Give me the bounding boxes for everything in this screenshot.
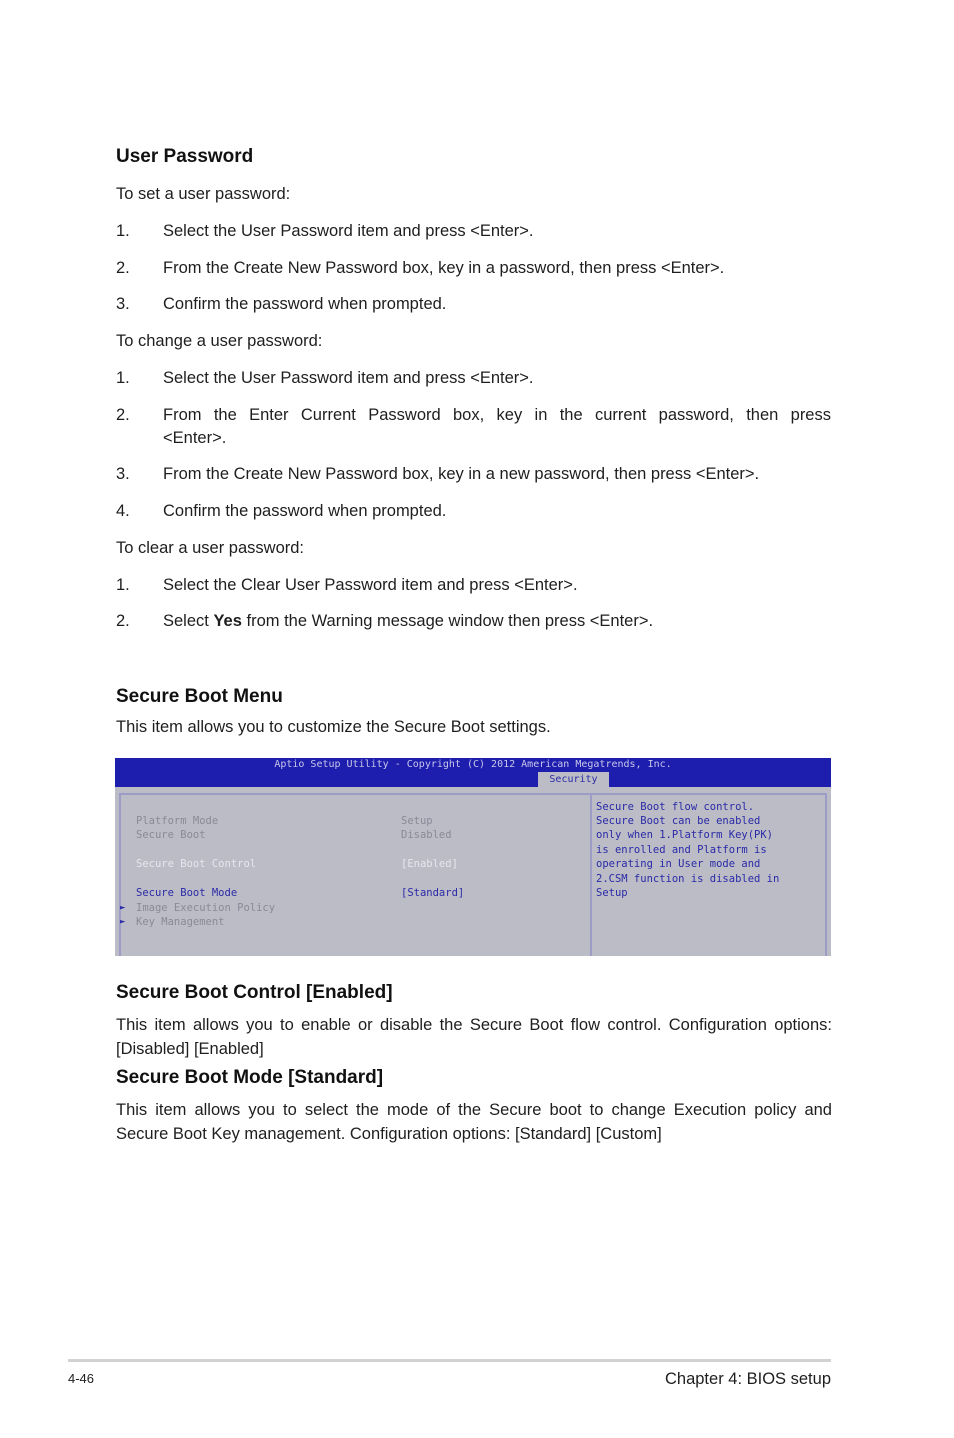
step-number: 2. [116, 259, 130, 277]
section-heading-user-password: User Password [116, 146, 254, 167]
bios-title: Aptio Setup Utility - Copyright (C) 2012 American Megatrends, Inc. [274, 759, 672, 770]
bios-help-line: Setup [596, 887, 628, 899]
step-number: 1. [116, 576, 130, 594]
secure-boot-menu-description: This item allows you to customize the Secure Boot settings. [116, 718, 551, 736]
step-number: 1. [116, 222, 130, 240]
bios-title-bar [115, 758, 831, 787]
set-password-intro: To set a user password: [116, 185, 291, 203]
bios-help-line: 2.CSM function is disabled in [596, 873, 780, 885]
clear-password-intro: To clear a user password: [116, 539, 305, 557]
step-number: 3. [116, 295, 130, 313]
bios-value-secure-boot-mode[interactable]: [Standard] [401, 887, 465, 899]
bios-value-secure-boot: Disabled [401, 829, 452, 841]
bios-help-line: Secure Boot can be enabled [596, 815, 761, 827]
secure-boot-mode-description: This item allows you to select the mode of the Secure boot to change Execution policy and Secure Boot Key management. Configuration options: [Standard] [Custom] [116, 1101, 832, 1143]
submenu-arrow-icon: ► [120, 917, 126, 927]
bios-help-line: Secure Boot flow control. [596, 801, 755, 813]
submenu-arrow-icon: ► [120, 903, 126, 913]
clear-step-2-pre: Select [163, 612, 214, 630]
bios-submenu-image-execution-policy[interactable]: Image Execution Policy [136, 902, 276, 914]
bios-help-line: operating in User mode and [596, 858, 761, 870]
step-number: 4. [116, 502, 130, 520]
step-number: 2. [116, 612, 130, 630]
bios-screenshot [115, 758, 831, 956]
bios-item-secure-boot-mode[interactable]: Secure Boot Mode [136, 887, 238, 899]
page-number: 4-46 [68, 1371, 95, 1386]
change-step-3: From the Create New Password box, key in a new password, then press <Enter>. [163, 465, 760, 483]
bios-item-secure-boot: Secure Boot [136, 829, 206, 841]
section-heading-secure-boot-menu: Secure Boot Menu [116, 686, 283, 707]
secure-boot-control-description: This item allows you to enable or disable the Secure Boot flow control. Configuration options: [Disabled] [Enabled] [116, 1016, 832, 1058]
step-number: 2. [116, 406, 130, 424]
step-number: 1. [116, 369, 130, 387]
clear-step-2-post: from the Warning message window then press <Enter>. [241, 612, 654, 630]
bios-value-secure-boot-control[interactable]: [Enabled] [401, 858, 458, 870]
change-step-4: Confirm the password when prompted. [163, 502, 447, 520]
chapter-label: Chapter 4: BIOS setup [664, 1370, 831, 1388]
bios-help-line: only when 1.Platform Key(PK) [596, 829, 774, 841]
step-number: 3. [116, 465, 130, 483]
set-step-1: Select the User Password item and press <Enter>. [163, 222, 534, 240]
bios-tab-security[interactable]: Security [538, 772, 609, 787]
bios-divider [590, 793, 592, 956]
bios-item-secure-boot-control[interactable]: Secure Boot Control [136, 858, 257, 870]
footer-rule [68, 1359, 831, 1362]
set-step-3: Confirm the password when prompted. [163, 295, 447, 313]
section-heading-secure-boot-control: Secure Boot Control [Enabled] [116, 982, 393, 1003]
set-step-2: From the Create New Password box, key in a password, then press <Enter>. [163, 259, 725, 277]
change-password-intro: To change a user password: [116, 332, 323, 350]
bios-item-platform-mode: Platform Mode [136, 815, 219, 827]
bios-help-line: is enrolled and Platform is [596, 844, 767, 856]
change-step-2-continued: <Enter>. [163, 429, 227, 447]
change-step-1: Select the User Password item and press <Enter>. [163, 369, 534, 387]
bios-value-platform-mode: Setup [401, 815, 433, 827]
clear-step-2 [163, 612, 653, 631]
section-heading-secure-boot-mode: Secure Boot Mode [Standard] [116, 1067, 384, 1088]
clear-step-1: Select the Clear User Password item and press <Enter>. [163, 576, 578, 594]
clear-step-2-yes: Yes [213, 612, 242, 630]
change-step-2: From the Enter Current Password box, key in the current password, then press [163, 406, 831, 424]
bios-submenu-key-management[interactable]: Key Management [136, 916, 225, 928]
